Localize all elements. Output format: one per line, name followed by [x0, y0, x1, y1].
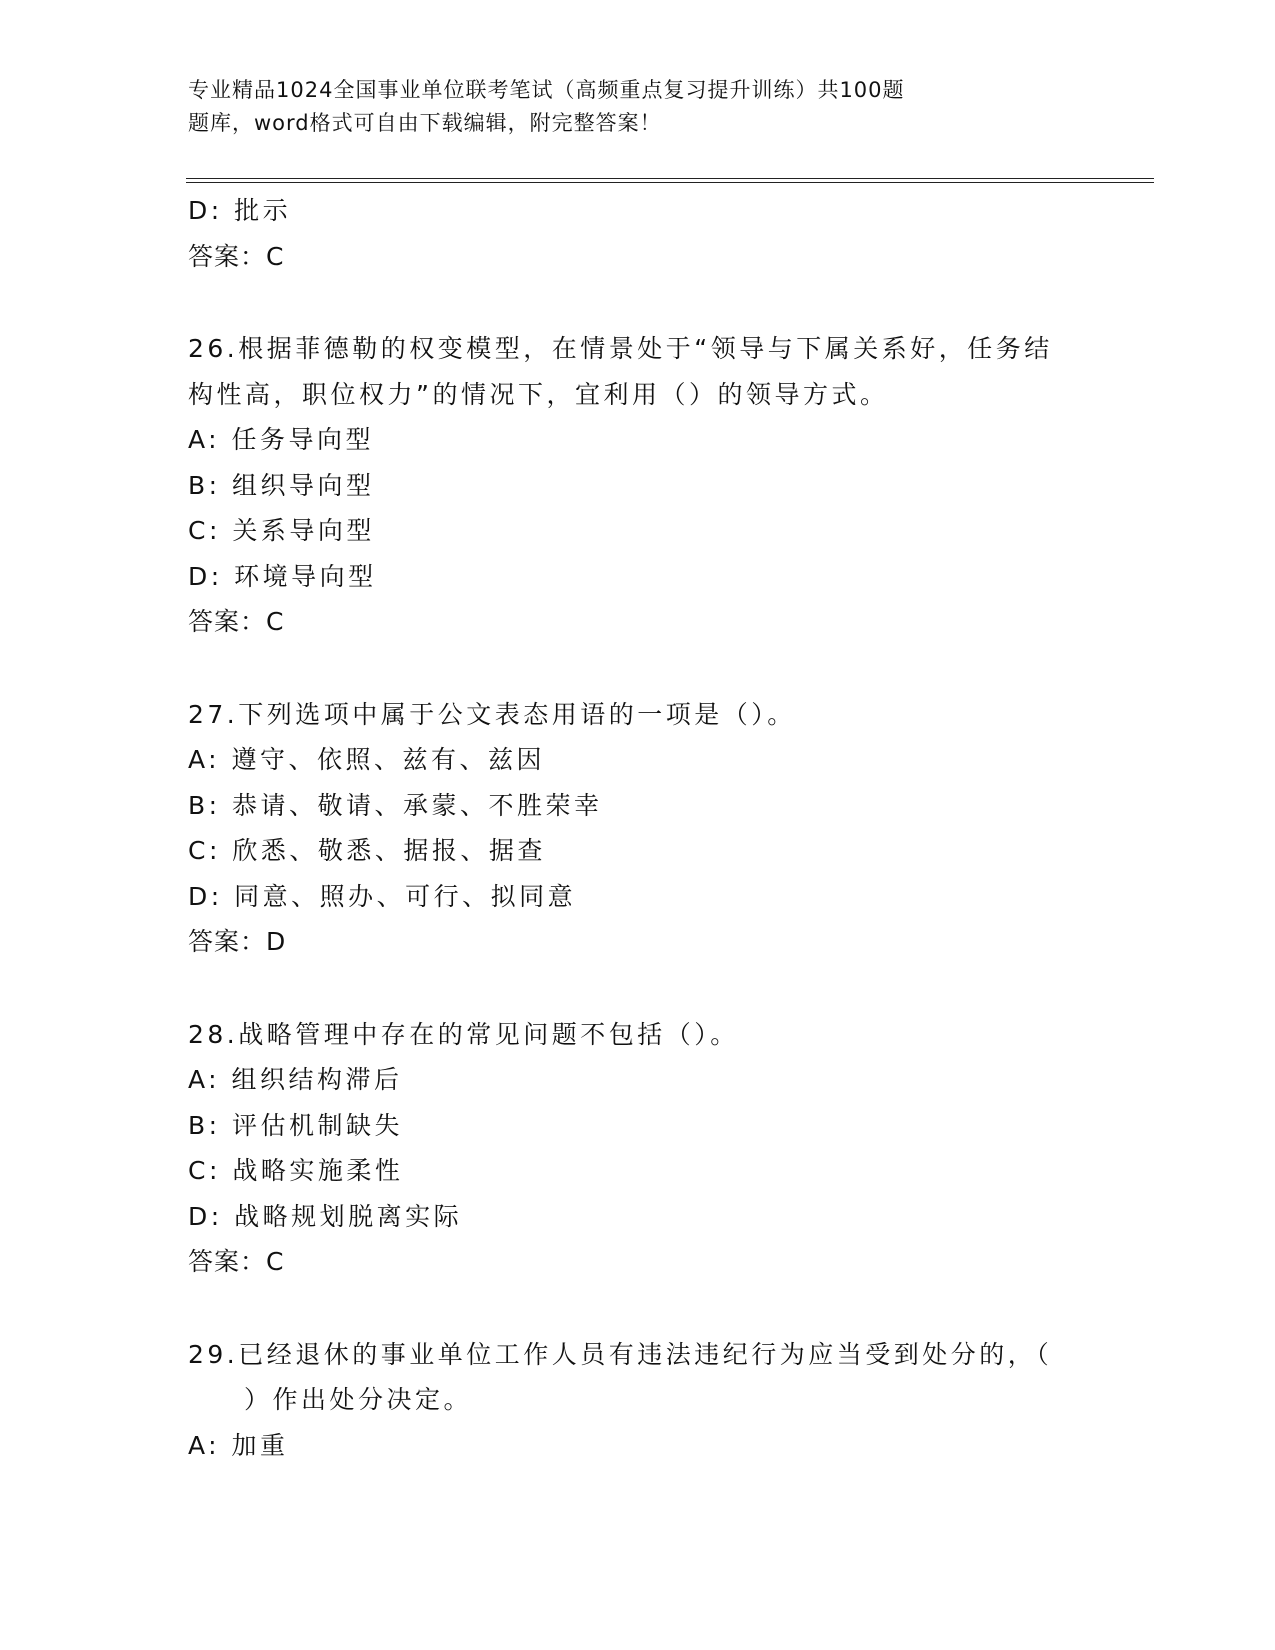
option-b: B: 组织导向型	[188, 470, 375, 500]
option-a: A: 组织结构滞后	[188, 1065, 403, 1094]
option-d: D: 战略规划脱离实际	[188, 1201, 463, 1231]
question-26	[188, 326, 1088, 645]
question-list	[188, 188, 1088, 1468]
question-stem: 28.战略管理中存在的常见问题不包括（）。	[188, 1019, 739, 1049]
question-stem: 27.下列选项中属于公文表态用语的一项是（）。	[188, 699, 796, 729]
option-b: B: 评估机制缺失	[188, 1110, 404, 1140]
answer: 答案：D	[188, 927, 287, 956]
question-stem-continued: ）作出处分决定。	[244, 1385, 473, 1414]
option-c: C: 欣悉、敬悉、据报、据查	[188, 836, 546, 865]
question-27	[188, 692, 1088, 965]
question-28	[188, 1012, 1088, 1285]
answer: 答案：C	[188, 241, 285, 271]
option-d: D: 同意、照办、可行、拟同意	[188, 881, 577, 911]
option-a: A: 加重	[188, 1430, 289, 1460]
header-divider-top	[186, 178, 1154, 179]
header-title-line2: 题库，word格式可自由下载编辑，附完整答案！	[188, 111, 662, 135]
option-a: A: 任务导向型	[188, 425, 375, 454]
option-d: D: 环境导向型	[188, 561, 377, 591]
question-29	[188, 1332, 1088, 1469]
option-a: A: 遵守、依照、兹有、兹因	[188, 745, 546, 774]
option-d: D: 批示	[188, 196, 292, 225]
option-c: C: 关系导向型	[188, 516, 375, 545]
option-b: B: 恭请、敬请、承蒙、不胜荣幸	[188, 790, 603, 820]
question-stem-continued: 构性高，职位权力”的情况下，宜利用（）的领导方式。	[188, 379, 889, 409]
question-stem: 29.已经退休的事业单位工作人员有违法违纪行为应当受到处分的，（	[188, 1339, 1053, 1369]
answer: 答案：C	[188, 1247, 285, 1276]
question-25	[188, 188, 1088, 279]
option-c: C: 战略实施柔性	[188, 1156, 404, 1185]
answer: 答案：C	[188, 607, 285, 636]
header-divider-bottom	[186, 182, 1154, 183]
question-stem: 26.根据菲德勒的权变模型，在情景处于“领导与下属关系好，任务结	[188, 334, 1053, 363]
header-title-line1: 专业精品1024全国事业单位联考笔试（高频重点复习提升训练）共100题	[188, 78, 905, 102]
page-header	[188, 74, 1088, 140]
